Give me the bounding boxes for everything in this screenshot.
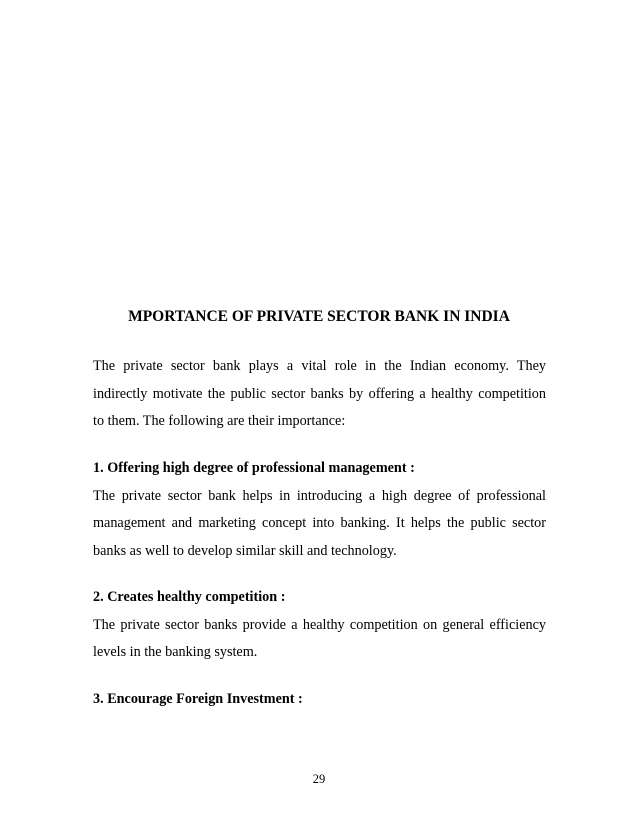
page-title: MPORTANCE OF PRIVATE SECTOR BANK IN INDIA	[128, 308, 510, 325]
section-line: The private sector bank helps in introducing a high degree of professional	[93, 487, 546, 504]
section-line: management and marketing concept into banking. It helps the public sector	[93, 515, 546, 531]
section-heading: 2. Creates healthy competition :	[93, 589, 286, 605]
intro-paragraph	[93, 353, 546, 436]
section-line: The private sector banks provide a healthy competition on general efficiency	[93, 616, 546, 633]
intro-line: indirectly motivate the public sector banks by offering a healthy competition	[93, 385, 546, 402]
section-line: banks as well to develop similar skill and technology.	[93, 542, 397, 559]
intro-line: The private sector bank plays a vital role in the Indian economy. They	[93, 358, 546, 374]
section-3	[93, 686, 546, 714]
section-heading: 1. Offering high degree of professional management :	[93, 460, 415, 476]
intro-line: to them. The following are their importance:	[93, 413, 346, 429]
section-2	[93, 584, 546, 667]
section-1	[93, 455, 546, 565]
section-line: levels in the banking system.	[93, 644, 258, 660]
page-number: 29	[312, 772, 326, 786]
section-heading: 3. Encourage Foreign Investment :	[93, 691, 303, 707]
